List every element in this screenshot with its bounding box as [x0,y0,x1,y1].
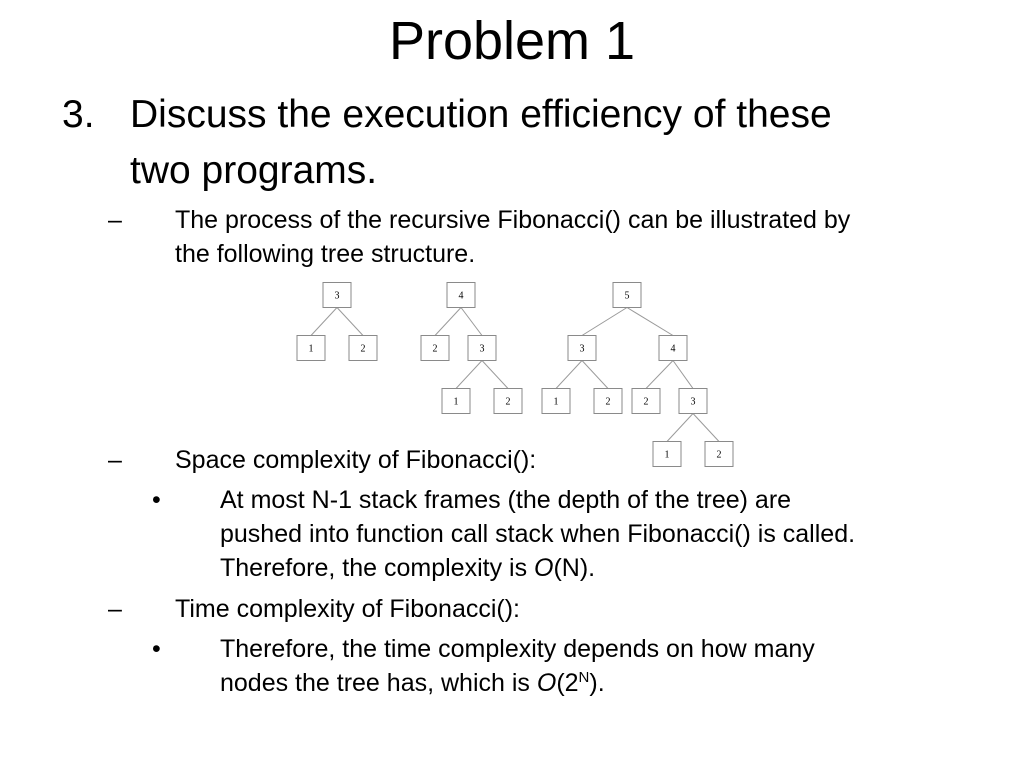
exponent: N [578,669,590,686]
tree-node-label: 2 [716,449,722,461]
tree-node-label: 2 [360,343,366,355]
tree-edge [435,308,461,336]
tree-node [323,283,351,308]
tree-node [653,442,681,467]
tree-node [542,389,570,414]
tree-edge [456,361,482,389]
tree-node [447,283,475,308]
point-text-line1: Discuss the execution efficiency of these [130,93,832,136]
tree-node [659,336,687,361]
tree-node [421,336,449,361]
tree-node [442,389,470,414]
tree-edge [461,308,482,336]
tree-edge [582,361,608,389]
tree-node-label: 2 [432,343,438,355]
tree-node [568,336,596,361]
space-bullet-line3 [220,551,595,585]
tree-node-label: 2 [605,396,611,408]
tree-node-label: 2 [505,396,511,408]
bullet-marker: • [152,635,161,663]
point-text-line2: two programs. [130,149,378,192]
paren-close: ). [589,669,605,697]
tree-edge [311,308,337,336]
tree-node [705,442,733,467]
tree-node-label: 4 [458,290,464,302]
tree-edge [646,361,673,389]
space-complexity-value: (N). [553,554,596,582]
tree-edge [337,308,363,336]
dash-marker: – [108,595,122,623]
tree-node [494,389,522,414]
tree-node [679,389,707,414]
big-o-symbol: O [534,554,554,582]
time-bullet-line2 [220,666,605,700]
time-bullet-line1: Therefore, the time complexity depends on how many [220,635,815,663]
slide-title: Problem 1 [388,11,636,71]
tree-node-label: 1 [664,449,670,461]
tree-edge [627,308,673,336]
tree-edge [693,414,719,442]
tree-node-label: 5 [624,290,630,302]
tree-node-label: 3 [479,343,485,355]
tree-node [632,389,660,414]
time-complexity-heading: Time complexity of Fibonacci(): [175,595,520,623]
tree-5 [542,283,733,467]
tree-node-label: 3 [334,290,340,302]
tree-node [468,336,496,361]
tree-node-label: 1 [453,396,459,408]
big-o-symbol: O [536,669,557,697]
tree-node-label: 3 [579,343,585,355]
process-text-line2: the following tree structure. [175,240,476,268]
tree-3 [297,283,377,361]
tree-node [349,336,377,361]
tree-edge [582,308,627,336]
space-bullet-line2: pushed into function call stack when Fibonacci() is called. [220,520,856,548]
tree-node [594,389,622,414]
point-number: 3. [62,93,95,136]
tree-node-label: 1 [553,396,559,408]
space-bullet-line1: At most N-1 stack frames (the depth of the tree) are [220,486,792,514]
tree-edge [667,414,693,442]
time-text: nodes the tree has, which is [220,669,537,697]
tree-edge [482,361,508,389]
dash-marker: – [108,446,122,474]
tree-node-label: 2 [643,396,649,408]
process-text-line1: The process of the recursive Fibonacci() can be illustrated by [175,206,851,234]
tree-edge [556,361,582,389]
tree-node-label: 3 [690,396,696,408]
space-complexity-heading: Space complexity of Fibonacci(): [175,446,537,474]
dash-marker: – [108,206,122,234]
tree-node-label: 1 [308,343,314,355]
bullet-marker: • [152,486,161,514]
tree-node-label: 4 [670,343,676,355]
tree-4 [421,283,522,414]
tree-node [297,336,325,361]
space-text: Therefore, the complexity is [220,554,535,582]
paren-open: (2 [556,669,579,697]
tree-edge [673,361,693,389]
tree-node [613,283,641,308]
